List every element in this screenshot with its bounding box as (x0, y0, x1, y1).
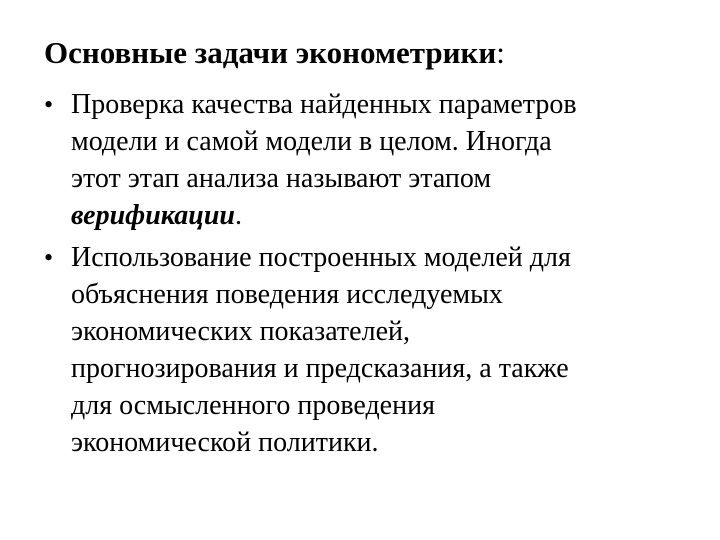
slide-title (44, 34, 505, 72)
bullet-line: Использование построенных моделей для (71, 242, 571, 273)
bullet-line: экономических показателей, (71, 316, 410, 347)
bullet-line: модели и самой модели в целом. Иногда (71, 126, 552, 157)
bullet-marker: • (44, 243, 54, 272)
bullet-line: этот этап анализа называют этапом (71, 163, 492, 194)
slide-title-colon: : (496, 35, 505, 70)
bullet-marker: • (44, 90, 54, 119)
bullet-item-usage (44, 239, 684, 461)
emphasis-suffix: . (235, 200, 242, 231)
bullet-line-emphasis (71, 197, 684, 234)
slide-title-text: Основные задачи эконометрики (44, 35, 497, 70)
bullet-line: объяснения поведения исследуемых (71, 279, 503, 310)
bullet-line: для осмысленного проведения (71, 390, 435, 421)
bullet-list (44, 86, 684, 466)
bullet-item-verification (44, 86, 684, 234)
bullet-line: экономической политики. (71, 427, 379, 458)
bullet-line: Проверка качества найденных параметров (71, 89, 577, 120)
bullet-line: прогнозирования и предсказания, а также (71, 353, 569, 384)
emphasis-term: верификации (71, 200, 235, 231)
